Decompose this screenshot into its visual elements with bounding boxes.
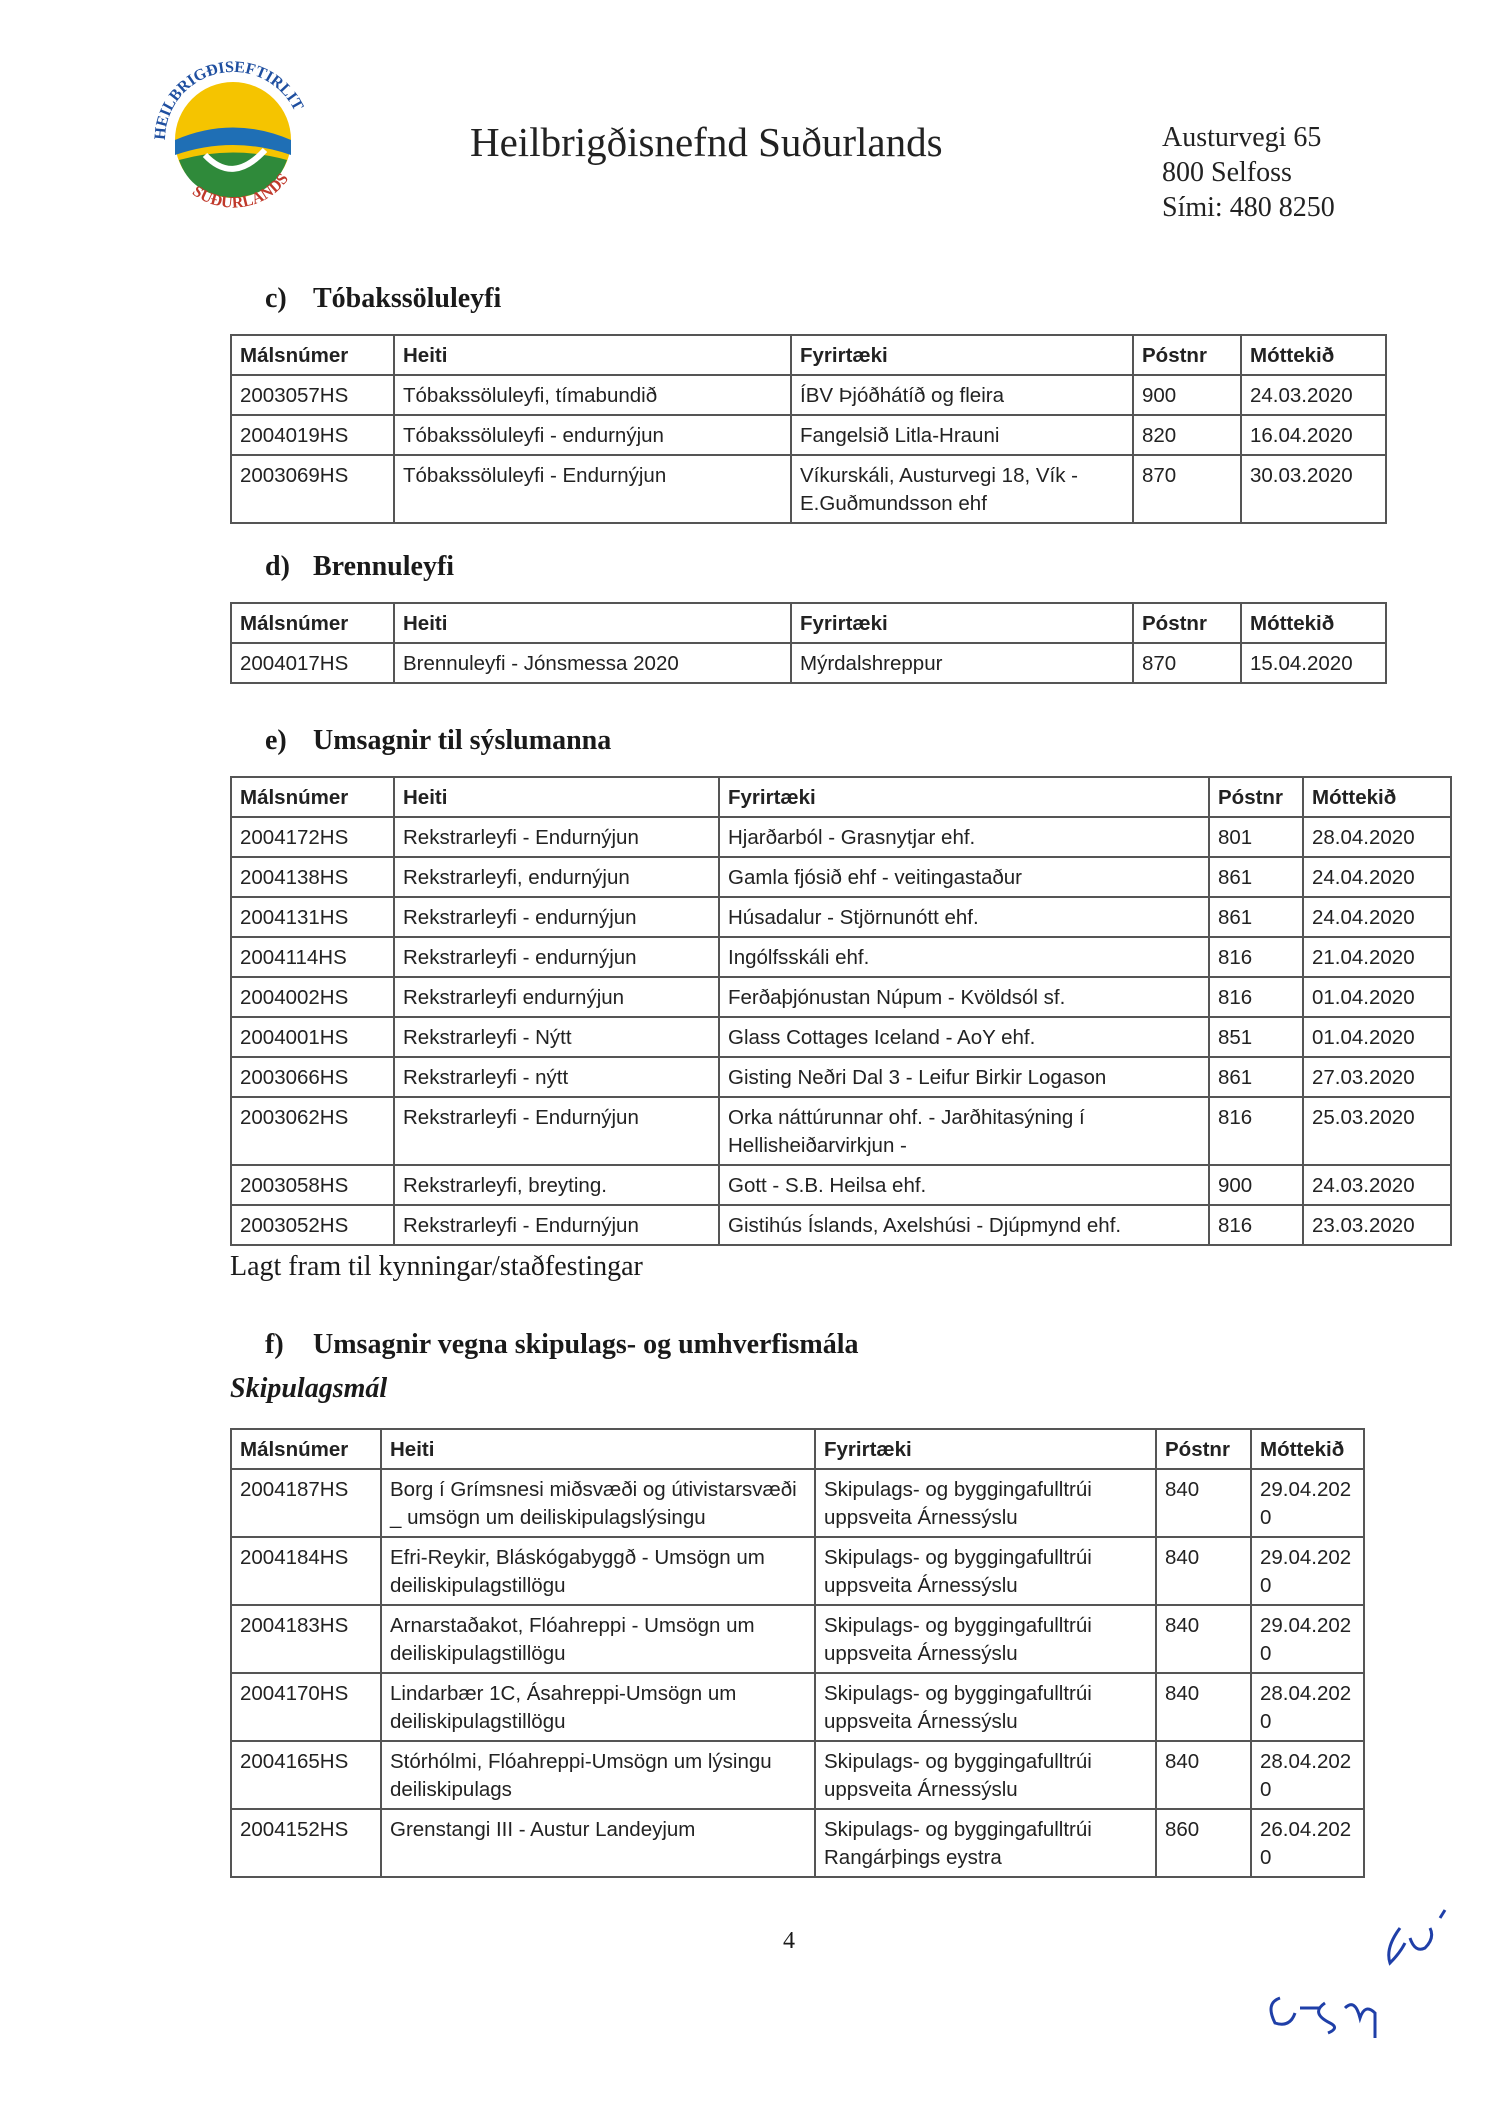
- received-date: 28.04.2020: [1251, 1741, 1364, 1809]
- section-heading-e: [265, 724, 1470, 758]
- organization-title: Heilbrigðisnefnd Suðurlands: [470, 119, 943, 165]
- case-title: Lindarbær 1C, Ásahreppi-Umsögn um deiliskipulagstillögu: [381, 1673, 815, 1741]
- address-phone: Sími: 480 8250: [1162, 192, 1335, 223]
- case-number: 2003052HS: [231, 1205, 394, 1245]
- table-row: [231, 1205, 1451, 1245]
- table-row: [231, 1017, 1451, 1057]
- postcode: 840: [1156, 1537, 1251, 1605]
- case-title: Arnarstaðakot, Flóahreppi - Umsögn um deiliskipulagstillögu: [381, 1605, 815, 1673]
- table-header-row: [231, 777, 1451, 817]
- case-title: Rekstrarleyfi - endurnýjun: [394, 937, 719, 977]
- table-row: [231, 1809, 1364, 1877]
- column-header: Póstnr: [1133, 335, 1241, 375]
- note-text: Lagt fram til kynningar/staðfestingar: [230, 1251, 643, 1282]
- table-header-row: [231, 603, 1386, 643]
- section-title: Umsagnir til sýslumanna: [313, 725, 612, 756]
- svg-text:HEILBRIGÐISEFTIRLIT: HEILBRIGÐISEFTIRLIT: [151, 58, 307, 141]
- section-title: Umsagnir vegna skipulags- og umhverfismála: [313, 1329, 859, 1360]
- case-title: Brennuleyfi - Jónsmessa 2020: [394, 643, 791, 683]
- received-date: 29.04.2020: [1251, 1605, 1364, 1673]
- case-number: 2004184HS: [231, 1537, 381, 1605]
- section-label: e): [265, 725, 287, 756]
- table-row: [231, 1537, 1364, 1605]
- table-bonfire-licences: [230, 602, 1387, 684]
- table-row: [231, 643, 1386, 683]
- table-row: [231, 1057, 1451, 1097]
- table-row: [231, 1469, 1364, 1537]
- company: Skipulags- og byggingafulltrúi uppsveita Árnessýslu: [815, 1673, 1156, 1741]
- table-row: [231, 897, 1451, 937]
- case-number: 2004170HS: [231, 1673, 381, 1741]
- received-date: 24.04.2020: [1303, 897, 1451, 937]
- case-title: Rekstrarleyfi endurnýjun: [394, 977, 719, 1017]
- subheading: Skipulagsmál: [230, 1373, 388, 1404]
- case-number: 2004152HS: [231, 1809, 381, 1877]
- received-date: 16.04.2020: [1241, 415, 1386, 455]
- received-date: 01.04.2020: [1303, 1017, 1451, 1057]
- company: Skipulags- og byggingafulltrúi uppsveita Árnessýslu: [815, 1537, 1156, 1605]
- company: Mýrdalshreppur: [791, 643, 1133, 683]
- postcode: 870: [1133, 455, 1241, 523]
- section-label: d): [265, 551, 290, 582]
- column-header: Fyrirtæki: [719, 777, 1209, 817]
- received-date: 24.04.2020: [1303, 857, 1451, 897]
- case-number: 2003066HS: [231, 1057, 394, 1097]
- section-heading-f: [265, 1328, 1470, 1362]
- received-date: 21.04.2020: [1303, 937, 1451, 977]
- table-row: [231, 1605, 1364, 1673]
- table-row: [231, 455, 1386, 523]
- postcode: 840: [1156, 1469, 1251, 1537]
- case-title: Rekstrarleyfi - Endurnýjun: [394, 1097, 719, 1165]
- case-title: Rekstrarleyfi, breyting.: [394, 1165, 719, 1205]
- received-date: 26.04.2020: [1251, 1809, 1364, 1877]
- table-planning-reviews: [230, 1428, 1365, 1878]
- company: Gisting Neðri Dal 3 - Leifur Birkir Logason: [719, 1057, 1209, 1097]
- column-header: Málsnúmer: [231, 335, 394, 375]
- company: Skipulags- og byggingafulltrúi uppsveita Árnessýslu: [815, 1469, 1156, 1537]
- section-label: f): [265, 1329, 284, 1360]
- column-header: Móttekið: [1241, 603, 1386, 643]
- table-row: [231, 375, 1386, 415]
- postcode: 820: [1133, 415, 1241, 455]
- postcode: 816: [1209, 937, 1303, 977]
- case-number: 2004172HS: [231, 817, 394, 857]
- postcode: 840: [1156, 1673, 1251, 1741]
- received-date: 15.04.2020: [1241, 643, 1386, 683]
- table-row: [231, 977, 1451, 1017]
- section-title: Tóbakssöluleyfi: [313, 283, 502, 314]
- table-row: [231, 1165, 1451, 1205]
- column-header: Póstnr: [1133, 603, 1241, 643]
- section-heading-d: [265, 550, 1470, 584]
- case-number: 2003057HS: [231, 375, 394, 415]
- table-row: [231, 1097, 1451, 1165]
- table-row: [231, 857, 1451, 897]
- column-header: Málsnúmer: [231, 1429, 381, 1469]
- column-header: Fyrirtæki: [815, 1429, 1156, 1469]
- column-header: Móttekið: [1251, 1429, 1364, 1469]
- received-date: 28.04.2020: [1303, 817, 1451, 857]
- table-row: [231, 817, 1451, 857]
- case-number: 2004165HS: [231, 1741, 381, 1809]
- table-row: [231, 1741, 1364, 1809]
- case-title: Rekstrarleyfi - Nýtt: [394, 1017, 719, 1057]
- column-header: Málsnúmer: [231, 777, 394, 817]
- column-header: Heiti: [394, 777, 719, 817]
- table-row: [231, 415, 1386, 455]
- postcode: 860: [1156, 1809, 1251, 1877]
- column-header: Heiti: [394, 335, 791, 375]
- case-number: 2004019HS: [231, 415, 394, 455]
- company: Gistihús Íslands, Axelshúsi - Djúpmynd ehf.: [719, 1205, 1209, 1245]
- case-number: 2003058HS: [231, 1165, 394, 1205]
- column-header: Móttekið: [1241, 335, 1386, 375]
- postcode: 900: [1209, 1165, 1303, 1205]
- received-date: 23.03.2020: [1303, 1205, 1451, 1245]
- page-footer: [230, 1908, 1470, 2078]
- column-header: Fyrirtæki: [791, 603, 1133, 643]
- table-header-row: [231, 1429, 1364, 1469]
- case-number: 2004002HS: [231, 977, 394, 1017]
- table-header-row: [231, 335, 1386, 375]
- received-date: 24.03.2020: [1241, 375, 1386, 415]
- case-number: 2003069HS: [231, 455, 394, 523]
- case-number: 2004114HS: [231, 937, 394, 977]
- received-date: 30.03.2020: [1241, 455, 1386, 523]
- column-header: Póstnr: [1156, 1429, 1251, 1469]
- postcode: 840: [1156, 1605, 1251, 1673]
- received-date: 29.04.2020: [1251, 1469, 1364, 1537]
- address-street: Austurvegi 65: [1162, 122, 1322, 153]
- case-number: 2003062HS: [231, 1097, 394, 1165]
- postcode: 861: [1209, 857, 1303, 897]
- case-title: Tóbakssöluleyfi - Endurnýjun: [394, 455, 791, 523]
- column-header: Móttekið: [1303, 777, 1451, 817]
- company: Skipulags- og byggingafulltrúi uppsveita Árnessýslu: [815, 1605, 1156, 1673]
- case-title: Tóbakssöluleyfi, tímabundið: [394, 375, 791, 415]
- column-header: Fyrirtæki: [791, 335, 1133, 375]
- company: Gott - S.B. Heilsa ehf.: [719, 1165, 1209, 1205]
- table-tobacco-licences: [230, 334, 1387, 524]
- case-title: Efri-Reykir, Bláskógabyggð - Umsögn um deiliskipulagstillögu: [381, 1537, 815, 1605]
- company: Fangelsið Litla-Hrauni: [791, 415, 1133, 455]
- received-date: 01.04.2020: [1303, 977, 1451, 1017]
- received-date: 29.04.2020: [1251, 1537, 1364, 1605]
- case-title: Borg í Grímsnesi miðsvæði og útivistarsvæði _ umsögn um deiliskipulagslýsingu: [381, 1469, 815, 1537]
- case-number: 2004001HS: [231, 1017, 394, 1057]
- document-body: [230, 0, 1470, 2078]
- column-header: Heiti: [381, 1429, 815, 1469]
- postcode: 851: [1209, 1017, 1303, 1057]
- received-date: 25.03.2020: [1303, 1097, 1451, 1165]
- company: Ferðaþjónustan Núpum - Kvöldsól sf.: [719, 977, 1209, 1017]
- postcode: 870: [1133, 643, 1241, 683]
- postcode: 816: [1209, 1097, 1303, 1165]
- company: Hjarðarból - Grasnytjar ehf.: [719, 817, 1209, 857]
- postcode: 801: [1209, 817, 1303, 857]
- company: Gamla fjósið ehf - veitingastaður: [719, 857, 1209, 897]
- table-sheriff-reviews: [230, 776, 1452, 1246]
- case-title: Rekstrarleyfi, endurnýjun: [394, 857, 719, 897]
- case-number: 2004131HS: [231, 897, 394, 937]
- received-date: 24.03.2020: [1303, 1165, 1451, 1205]
- company: Glass Cottages Iceland - AoY ehf.: [719, 1017, 1209, 1057]
- postcode: 816: [1209, 1205, 1303, 1245]
- case-number: 2004017HS: [231, 643, 394, 683]
- company: Húsadalur - Stjörnunótt ehf.: [719, 897, 1209, 937]
- postcode: 861: [1209, 1057, 1303, 1097]
- case-title: Rekstrarleyfi - endurnýjun: [394, 897, 719, 937]
- postcode: 840: [1156, 1741, 1251, 1809]
- postcode: 816: [1209, 977, 1303, 1017]
- case-title: Tóbakssöluleyfi - endurnýjun: [394, 415, 791, 455]
- address-city: 800 Selfoss: [1162, 157, 1292, 188]
- table-row: [231, 1673, 1364, 1741]
- case-title: Rekstrarleyfi - nýtt: [394, 1057, 719, 1097]
- handwritten-signatures-icon: [1250, 1908, 1470, 2058]
- company: Ingólfsskáli ehf.: [719, 937, 1209, 977]
- company: ÍBV Þjóðhátíð og fleira: [791, 375, 1133, 415]
- case-number: 2004183HS: [231, 1605, 381, 1673]
- case-title: Rekstrarleyfi - Endurnýjun: [394, 817, 719, 857]
- postcode: 900: [1133, 375, 1241, 415]
- received-date: 27.03.2020: [1303, 1057, 1451, 1097]
- case-title: Rekstrarleyfi - Endurnýjun: [394, 1205, 719, 1245]
- received-date: 28.04.2020: [1251, 1673, 1364, 1741]
- company: Skipulags- og byggingafulltrúi Rangárþings eystra: [815, 1809, 1156, 1877]
- case-title: Stórhólmi, Flóahreppi-Umsögn um lýsingu deiliskipulags: [381, 1741, 815, 1809]
- table-row: [231, 937, 1451, 977]
- case-number: 2004187HS: [231, 1469, 381, 1537]
- postcode: 861: [1209, 897, 1303, 937]
- svg-text:SUÐURLANDS: SUÐURLANDS: [189, 170, 292, 212]
- section-title: Brennuleyfi: [313, 551, 455, 582]
- page-number: 4: [783, 1928, 795, 1954]
- case-title: Grenstangi III - Austur Landeyjum: [381, 1809, 815, 1877]
- company: Orka náttúrunnar ohf. - Jarðhitasýning í Hellisheiðarvirkjun -: [719, 1097, 1209, 1165]
- section-label: c): [265, 283, 287, 314]
- case-number: 2004138HS: [231, 857, 394, 897]
- column-header: Málsnúmer: [231, 603, 394, 643]
- company: Víkurskáli, Austurvegi 18, Vík - E.Guðmundsson ehf: [791, 455, 1133, 523]
- company: Skipulags- og byggingafulltrúi uppsveita Árnessýslu: [815, 1741, 1156, 1809]
- section-heading-c: [265, 282, 1470, 316]
- column-header: Póstnr: [1209, 777, 1303, 817]
- column-header: Heiti: [394, 603, 791, 643]
